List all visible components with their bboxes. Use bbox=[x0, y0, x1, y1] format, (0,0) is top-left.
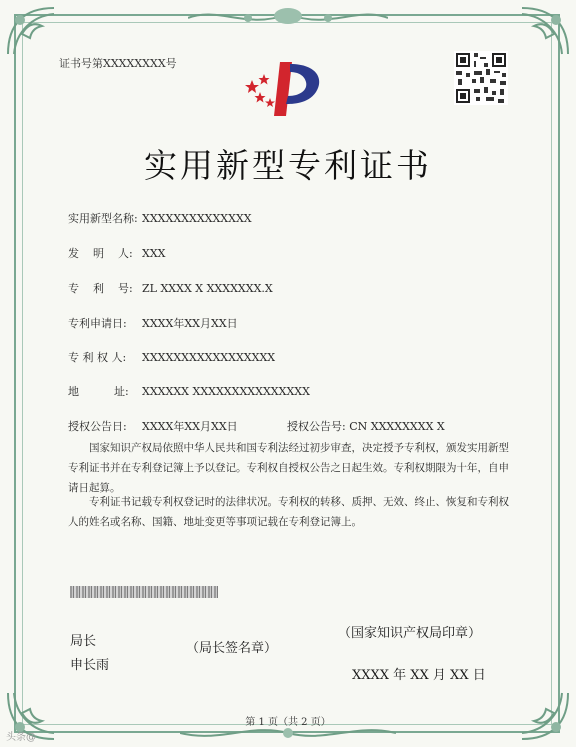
field-value: CN XXXXXXXX X bbox=[349, 420, 445, 433]
office-seal: （国家知识产权局印章） bbox=[338, 626, 482, 641]
watermark: 头条@ bbox=[6, 732, 36, 743]
field-label: 专 利 权 人: bbox=[68, 351, 127, 364]
field-label: 授权公告日: bbox=[68, 420, 127, 433]
field-value: XXX bbox=[142, 247, 166, 260]
field-label: 地 址: bbox=[68, 385, 129, 398]
field-value: XXXXXX XXXXXXXXXXXXXXX bbox=[142, 385, 310, 398]
top-ornament-icon bbox=[188, 4, 388, 32]
inner-border bbox=[22, 22, 552, 725]
field-label: 专 利 号: bbox=[68, 282, 133, 295]
field-inventor bbox=[68, 245, 166, 261]
field-label: 授权公告号: bbox=[287, 420, 346, 433]
field-label: 实用新型名称: bbox=[68, 212, 138, 225]
patent-office-emblem-icon bbox=[238, 58, 328, 120]
field-grant-date bbox=[68, 418, 238, 434]
barcode-stripe bbox=[70, 586, 218, 598]
field-patentee bbox=[68, 349, 275, 365]
field-value: XXXX年XX月XX日 bbox=[142, 317, 238, 330]
field-value: XXXXXXXXXXXXXXXXX bbox=[142, 351, 276, 364]
corner-ornament-icon bbox=[518, 4, 572, 58]
grant-paragraph: 国家知识产权局依照中华人民共和国专利法经过初步审查，决定授予专利权，颁发实用新型专利证书并在专利登记簿上予以登记。专利权自授权公告之日起生效。专利权期限为十年，自申请日起算。 bbox=[68, 442, 509, 494]
director-title: 局长 bbox=[70, 634, 97, 649]
director-name: 申长雨 bbox=[70, 658, 110, 673]
certificate-title: 实用新型专利证书 bbox=[144, 146, 432, 185]
field-announcement-number bbox=[287, 418, 445, 434]
page-footer: 第 1 页（共 2 页） bbox=[245, 717, 331, 728]
qr-code-icon bbox=[454, 51, 508, 105]
certificate-number: 证书号第XXXXXXXX号 bbox=[59, 57, 177, 70]
field-address bbox=[68, 383, 310, 399]
legal-status-paragraph: 专利证书记载专利权登记时的法律状况。专利权的转移、质押、无效、终止、恢复和专利权人的姓名或名称、国籍、地址变更等事项记载在专利登记簿上。 bbox=[68, 496, 509, 528]
field-utility-model-name bbox=[68, 210, 252, 226]
field-label: 发 明 人: bbox=[68, 247, 133, 260]
field-patent-number bbox=[68, 280, 273, 296]
corner-ornament-icon bbox=[4, 4, 58, 58]
field-label: 专利申请日: bbox=[68, 317, 127, 330]
field-value: ZL XXXX X XXXXXXX.X bbox=[142, 282, 273, 295]
field-value: XXXX年XX月XX日 bbox=[142, 420, 238, 433]
issue-date: XXXX 年 XX 月 XX 日 bbox=[352, 668, 486, 683]
director-seal: （局长签名章） bbox=[186, 641, 278, 656]
field-application-date bbox=[68, 315, 238, 331]
field-value: XXXXXXXXXXXXXX bbox=[142, 212, 252, 225]
